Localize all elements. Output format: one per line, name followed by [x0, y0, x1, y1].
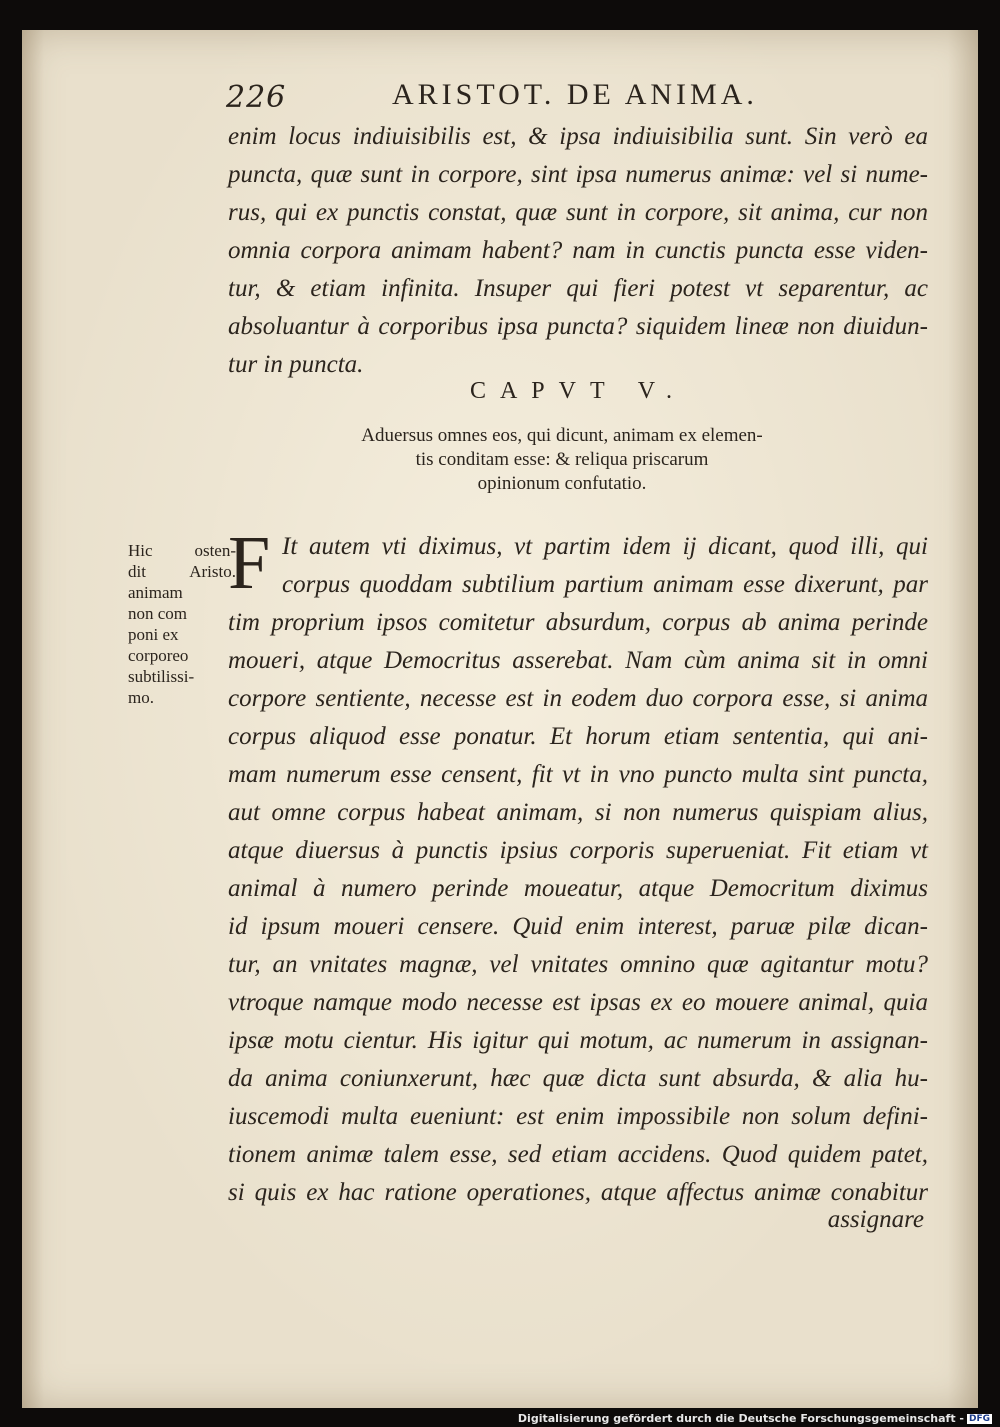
text-line: si quis ex hac ratione operationes, atque affectus animæ conabitur — [228, 1179, 928, 1206]
text-line: absoluantur à corporibus ipsa puncta? siquidem lineæ non diuidun- — [228, 313, 928, 340]
margin-note-line: mo. — [128, 688, 154, 707]
text-line: puncta, quæ sunt in corpore, sint ipsa numerus animæ: vel si nume- — [228, 161, 928, 188]
continuation-text — [228, 118, 928, 384]
text-line: tur, an vnitates magnæ, vel vnitates omnino quæ agitantur motu? — [228, 951, 928, 978]
text-line: id ipsum moueri censere. Quid enim interest, paruæ pilæ dican- — [228, 913, 928, 940]
chapter-text — [228, 521, 928, 1212]
margin-note-line: animam — [128, 583, 183, 602]
running-head: ARISTOT. DE ANIMA. — [392, 78, 758, 111]
margin-note — [128, 540, 236, 708]
text-line: animal à numero perinde moueatur, atque Democritum diximus — [228, 875, 928, 902]
margin-note-line: Hic osten- — [128, 541, 236, 560]
catchword: assignare — [827, 1206, 924, 1233]
text-line: tur, & etiam infinita. Insuper qui fieri potest vt separentur, ac — [228, 275, 928, 302]
margin-note-line: poni ex — [128, 625, 179, 644]
summary-line: opinionum confutatio. — [477, 473, 647, 494]
dfg-logo-icon: DFG — [968, 1414, 990, 1424]
text-line: vtroque namque modo necesse est ipsas ex eo mouere animal, quia — [228, 989, 928, 1016]
summary-line: tis conditam esse: & reliqua priscarum — [415, 449, 709, 470]
text-line: rus, qui ex punctis constat, quæ sunt in corpore, sit anima, cur non — [228, 199, 928, 226]
text-line: omnia corpora animam habent? nam in cunctis puncta esse viden- — [228, 237, 928, 264]
text-line: aut omne corpus habeat animam, si non numerus quispiam alius, — [228, 799, 928, 826]
text-line: enim locus indiuisibilis est, & ipsa indiuisibilia sunt. Sin verò ea — [228, 123, 928, 150]
text-line: atque diuersus à punctis ipsius corporis superueniat. Fit etiam vt — [228, 837, 928, 864]
text-line: tim proprium ipsos comitetur absurdum, corpus ab anima perinde — [228, 609, 928, 636]
page-number: 226 — [226, 80, 287, 115]
margin-note-line: non com — [128, 604, 188, 623]
summary-line: Aduersus omnes eos, qui dicunt, animam ex elemen- — [361, 425, 763, 446]
digitization-credit — [518, 1412, 992, 1425]
text-line: It autem vti diximus, vt partim idem ij dicant, quod illi, qui — [282, 533, 928, 560]
text-line: ipsæ motu cientur. His igitur qui motum, ac numerum in assignan- — [228, 1027, 928, 1054]
text-line: corpus quoddam subtilium partium animam esse dixerunt, par — [282, 571, 928, 598]
text-line: tur in puncta. — [228, 351, 364, 378]
chapter-summary — [282, 424, 842, 496]
margin-note-line: subtilissi- — [128, 667, 195, 686]
chapter-title: CAPVT V. — [469, 378, 687, 404]
margin-note-line: corporeo — [128, 646, 189, 665]
drop-capital: F — [228, 521, 271, 605]
text-line: tionem animæ talem esse, sed etiam accidens. Quod quidem patet, — [228, 1141, 928, 1168]
credit-text: Digitalisierung gefördert durch die Deutsche Forschungsgemeinschaft - — [517, 1412, 964, 1425]
text-line: moueri, atque Democritus asserebat. Nam cùm anima sit in omni — [228, 647, 928, 674]
text-line: corpus aliquod esse ponatur. Et horum etiam sententia, qui ani- — [228, 723, 928, 750]
text-line: corpore sentiente, necesse est in eodem duo corpora esse, si anima — [228, 685, 928, 712]
text-line: mam numerum esse censent, fit vt in vno puncto multa sint puncta, — [228, 761, 928, 788]
margin-note-line: dit Aristo. — [128, 562, 236, 581]
text-line: iuscemodi multa eueniunt: est enim impossibile non solum defini- — [228, 1103, 928, 1130]
text-line: da anima coniunxerunt, hæc quæ dicta sunt absurda, & alia hu- — [228, 1065, 928, 1092]
book-page — [22, 30, 978, 1408]
